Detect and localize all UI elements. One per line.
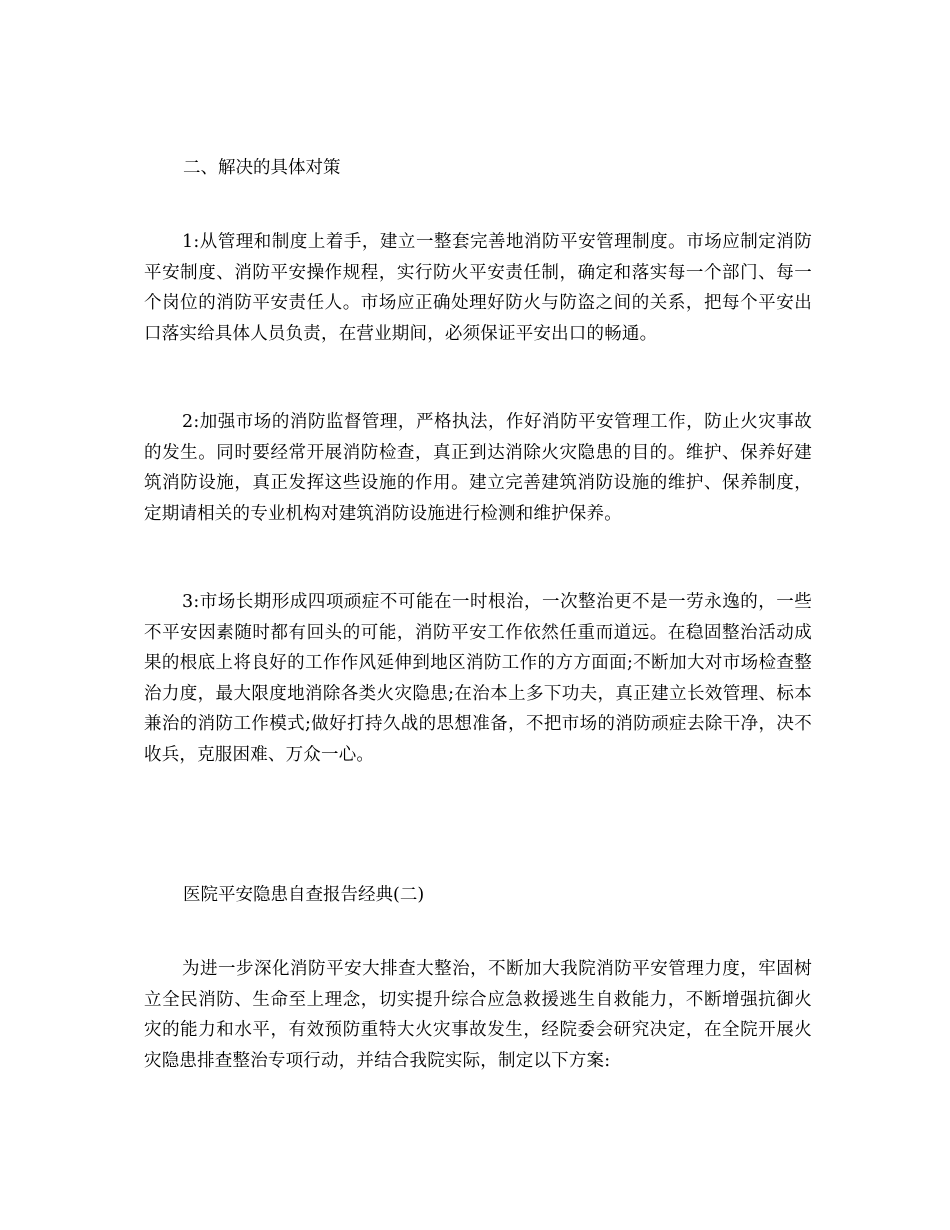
paragraph-1: 1:从管理和制度上着手，建立一整套完善地消防平安管理制度。市场应制定消防平安制度、消防平安操作规程，实行防火平安责任制，确定和落实每一个部门、每一个岗位的消防平安责任人。市场应正确处理好防火与防盗之间的关系，把每个平安出口落实给具体人员负责，在营业期间，必须保证平安出口的畅通。	[144, 232, 812, 344]
second-report-title: 医院平安隐患自查报告经典(二)	[183, 885, 425, 905]
paragraph-3: 3:市场长期形成四项顽症不可能在一时根治，一次整治更不是一劳永逸的，一些不平安因素随时都有回头的可能，消防平安工作依然任重而道远。在稳固整治活动成果的根底上将良好的工作作风延伸到地区消防工作的方方面面;不断加大对市场检查整治力度，最大限度地消除各类火灾隐患;在治本上多下功夫，真正建立长效管理、标本兼治的消防工作模式;做好打持久战的思想准备，不把市场的消防顽症去除干净，决不收兵，克服困难、万众一心。	[144, 592, 812, 765]
section-heading: 二、解决的具体对策	[183, 158, 341, 178]
intro-paragraph: 为进一步深化消防平安大排查大整治，不断加大我院消防平安管理力度，牢固树立全民消防、生命至上理念，切实提升综合应急救援逃生自救能力，不断增强抗御火灾的能力和水平，有效预防重特大火灾事故发生，经院委会研究决定，在全院开展火灾隐患排查整治专项行动，并结合我院实际，制定以下方案:	[144, 959, 812, 1071]
paragraph-2: 2:加强市场的消防监督管理，严格执法，作好消防平安管理工作，防止火灾事故的发生。同时要经常开展消防检查，真正到达消除火灾隐患的目的。维护、保养好建筑消防设施，真正发挥这些设施的作用。建立完善建筑消防设施的维护、保养制度，定期请相关的专业机构对建筑消防设施进行检测和维护保养。	[144, 412, 812, 524]
